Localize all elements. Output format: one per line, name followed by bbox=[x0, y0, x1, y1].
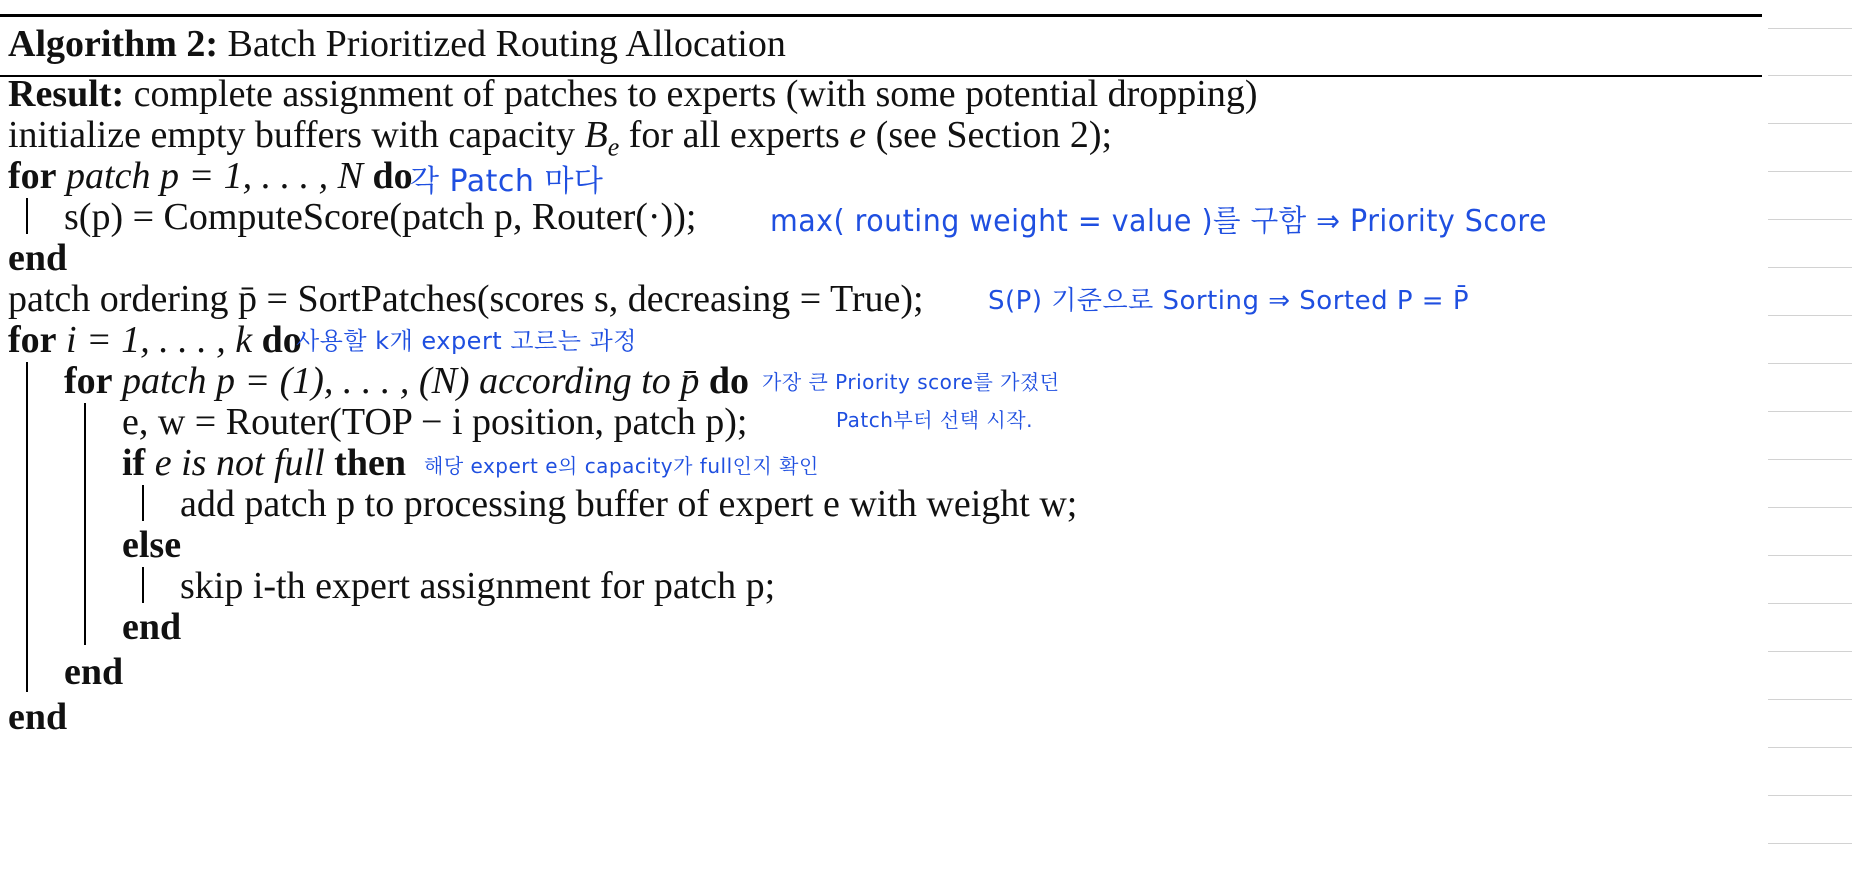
end-keyword: end bbox=[8, 237, 68, 279]
annotation-capacity-check: 해당 expert e의 capacity가 full인지 확인 bbox=[424, 454, 819, 478]
ruled-line bbox=[1768, 507, 1852, 508]
expert-symbol: e bbox=[849, 114, 867, 156]
for-condition: patch p = 1, . . . , N bbox=[56, 155, 373, 197]
if-condition: e bbox=[145, 442, 182, 484]
algorithm-title: Batch Prioritized Routing Allocation bbox=[227, 23, 786, 65]
ruled-line bbox=[1768, 411, 1852, 412]
result-keyword: Result: bbox=[8, 73, 125, 115]
block-bar bbox=[142, 485, 144, 521]
ordering-line: patch ordering p̄ = SortPatches(scores s, decreasing = True); bbox=[8, 278, 924, 320]
if-line bbox=[122, 441, 406, 485]
for-condition: i = 1, . . . , k bbox=[56, 319, 262, 361]
init-text: for all experts bbox=[619, 114, 850, 156]
for-keyword: for bbox=[64, 360, 113, 402]
skip-line: skip i-th expert assignment for patch p; bbox=[180, 565, 776, 607]
ruled-line bbox=[1768, 363, 1852, 364]
ruled-line bbox=[1768, 843, 1852, 844]
ruled-line bbox=[1768, 171, 1852, 172]
block-bar bbox=[26, 362, 28, 692]
init-line bbox=[8, 113, 1113, 162]
ruled-line bbox=[1768, 651, 1852, 652]
annotation-each-patch: 각 Patch 마다 bbox=[410, 164, 604, 199]
annotation-highest-priority: 가장 큰 Priority score를 가졌던 bbox=[762, 370, 1060, 394]
top-rule bbox=[0, 14, 1762, 17]
ruled-line bbox=[1768, 123, 1852, 124]
for-patch-line bbox=[8, 154, 413, 198]
ruled-line bbox=[1768, 603, 1852, 604]
block-bar bbox=[84, 403, 86, 645]
end-keyword: end bbox=[64, 651, 124, 693]
result-text: complete assignment of patches to experts (with some potential dropping) bbox=[133, 73, 1258, 115]
init-text: initialize empty buffers with capacity bbox=[8, 114, 585, 156]
do-keyword: do bbox=[708, 360, 749, 402]
for-keyword: for bbox=[8, 155, 57, 197]
end-keyword: end bbox=[122, 606, 182, 648]
ruled-line bbox=[1768, 267, 1852, 268]
for-inner-line bbox=[64, 359, 749, 403]
ruled-line bbox=[1768, 28, 1852, 29]
ruled-line bbox=[1768, 747, 1852, 748]
ruled-line bbox=[1768, 459, 1852, 460]
end-keyword: end bbox=[8, 696, 68, 738]
algorithm-label: Algorithm 2: bbox=[8, 23, 219, 65]
capacity-symbol: B bbox=[584, 114, 608, 156]
capacity-subscript: e bbox=[607, 132, 620, 162]
for-condition: p = (1), . . . , (N) bbox=[206, 360, 480, 402]
ruled-line bbox=[1768, 555, 1852, 556]
if-condition: is not full bbox=[181, 442, 325, 484]
ruled-line bbox=[1768, 315, 1852, 316]
ruled-line bbox=[1768, 795, 1852, 796]
for-condition: according to bbox=[479, 360, 671, 402]
for-condition: p̄ bbox=[670, 360, 709, 402]
do-keyword: do bbox=[372, 155, 413, 197]
router-line: e, w = Router(TOP − i position, patch p); bbox=[122, 401, 748, 443]
for-i-line bbox=[8, 318, 302, 362]
then-keyword: then bbox=[324, 442, 406, 484]
result-line bbox=[8, 72, 1258, 116]
annotation-sorting: S(P) 기준으로 Sorting ⇒ Sorted P = P̄ bbox=[988, 286, 1470, 316]
do-keyword: do bbox=[261, 319, 302, 361]
annotation-priority-score: max( routing weight = value )를 구함 ⇒ Priority Score bbox=[770, 204, 1548, 239]
for-keyword: for bbox=[8, 319, 57, 361]
add-line: add patch p to processing buffer of expert e with weight w; bbox=[180, 483, 1078, 525]
score-line: s(p) = ComputeScore(patch p, Router(·)); bbox=[64, 196, 697, 238]
annotation-select-k-experts: 사용할 k개 expert 고르는 과정 bbox=[296, 327, 637, 355]
ruled-line bbox=[1768, 219, 1852, 220]
if-keyword: if bbox=[122, 442, 146, 484]
for-condition: patch bbox=[122, 360, 207, 402]
annotation-start-select: Patch부터 선택 시작. bbox=[836, 408, 1033, 432]
algorithm-header bbox=[8, 22, 786, 66]
else-keyword: else bbox=[122, 524, 182, 566]
ruled-line bbox=[1768, 699, 1852, 700]
ruled-line bbox=[1768, 75, 1852, 76]
init-text: (see Section 2); bbox=[866, 114, 1113, 156]
block-bar bbox=[142, 567, 144, 603]
block-bar bbox=[26, 198, 28, 234]
